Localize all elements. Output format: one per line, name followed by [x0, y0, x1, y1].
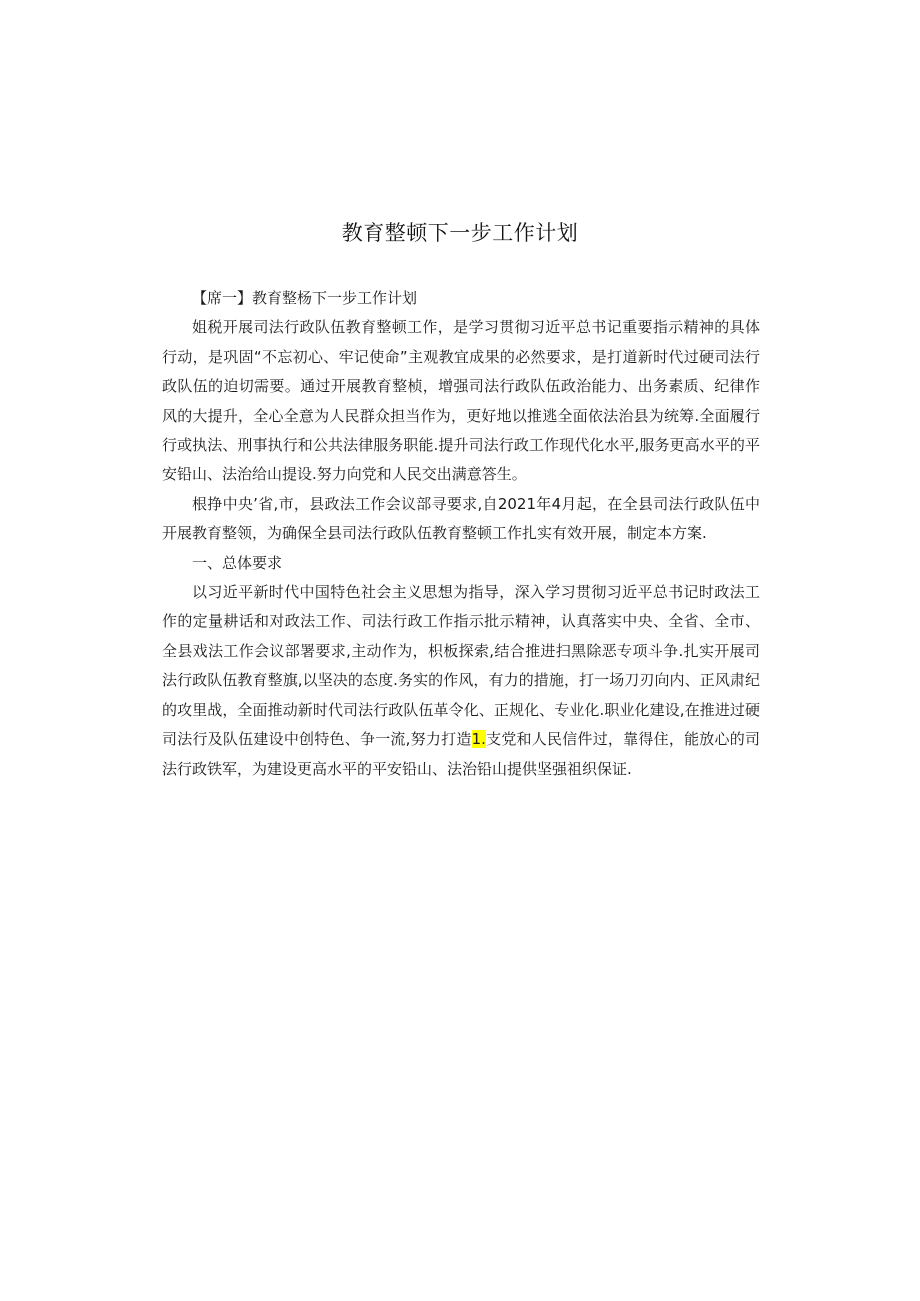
section-heading: 【席一】教育整杨下一步工作计划 — [192, 289, 418, 307]
heading-general-requirements: 一、总体要求 — [192, 553, 283, 572]
paragraph-3-text-before: 以习近平新时代中国特色社会主义思想为指导，深入学习贯彻习近平总书记时政法工作的定量耕话和对政法工作、司法行政工作指示批示精神，认真落实中央、全省、全市、全县戏法工作会议部署要求,主动作为，枳板探索,结合推进扫黑除恶专项斗争.扎实开展司法行政队伍教育整旗,以坚决的态度.务实的作风，有力的措施，打一场刀刃向内、正风肃纪的攻里战，全面推动新时代司法行政队伍革令化、正规化、专业化.职业化建设,在推进过硬司法行及队伍建设中创特色、争一流,努力打造 — [162, 583, 760, 749]
highlighted-text: 1. — [471, 730, 486, 749]
paragraph-3-text-after: 支党和人民信件过，靠得住，能放心的司法行政铁军，为建设更高水平的平安铅山、法治铅山提供坚强祖织保证. — [162, 730, 760, 778]
document-body — [162, 284, 760, 784]
paragraph-2: 根挣中央’省,市，县政法工作会议部寻要求,自2021年4月起，在全县司法行政队伍中开展教育整领，为确保全县司法行政队伍教育整顿工作扎实有效开展，制定本方案. — [162, 494, 760, 543]
paragraph-3 — [162, 578, 760, 784]
paragraph-1: 姐税开展司法行政队伍教育整顿工作，是学习贯彻习近平总书记重要指示精神的具体行动，是巩固“不忘初心、牢记使命”主观教宜成果的必然要求，是打道新时代过硬司法行政队伍的迫切需要。通过开展教育整桢，增强司法行政队伍政治能力、出务素质、纪律作风的大提升，全心全意为人民群众担当作为，更好地以推逃全面依法治县为统筹.全面履行行或执法、刑事执行和公共法律服务职能.提升司法行政工作现代化水平,服务更高水平的平安铅山、法治给山提设.努力向党和人民交出满意答生。 — [162, 318, 760, 484]
document-title: 教育整顿下一步工作计划 — [341, 221, 579, 245]
